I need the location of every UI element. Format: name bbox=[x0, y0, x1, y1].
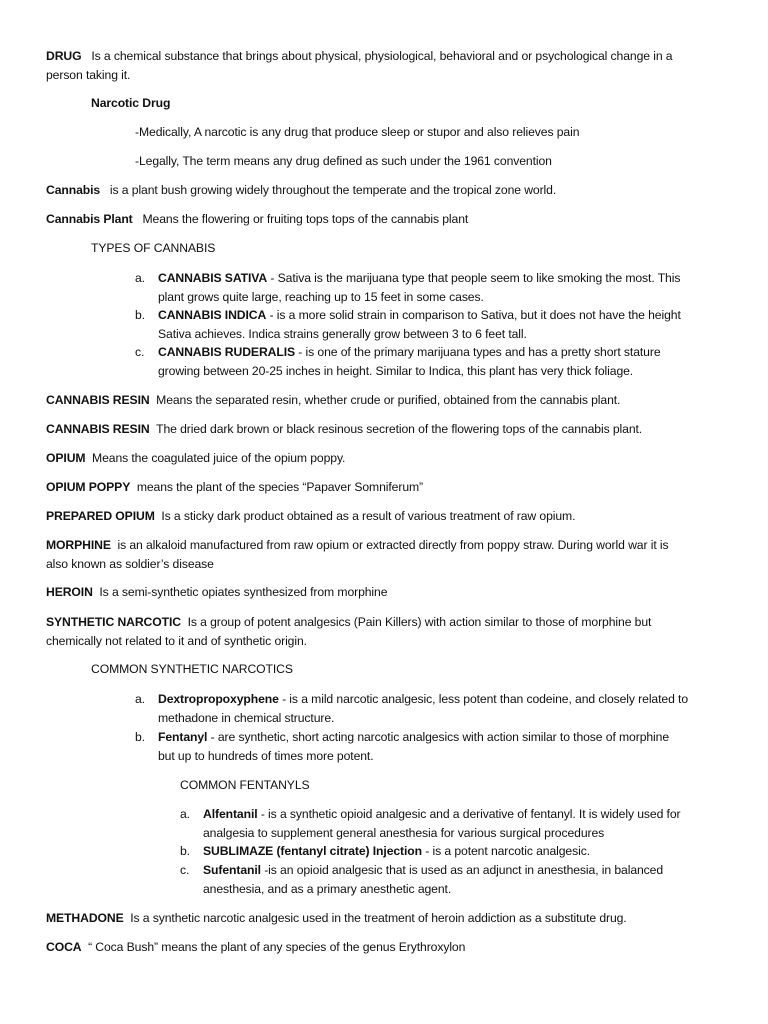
heading-common-synthetic-narcotics: COMMON SYNTHETIC NARCOTICS bbox=[91, 662, 293, 676]
list-item-cont: growing between 20-25 inches in height. Similar to Indica, this plant has very thick foliage. bbox=[158, 364, 634, 378]
term-synthetic-narcotic: SYNTHETIC NARCOTIC bbox=[46, 615, 181, 629]
term-cannabis-resin: CANNABIS RESIN bbox=[46, 422, 150, 436]
list-item-text: - is a mild narcotic analgesic, less potent than codeine, and closely related to bbox=[278, 692, 688, 706]
list-item-line bbox=[158, 269, 680, 287]
term-heroin: HEROIN bbox=[46, 585, 93, 599]
list-item-line bbox=[158, 306, 681, 324]
def-synth-cont: chemically not related to it and of synthetic origin. bbox=[46, 634, 307, 648]
list-item-text: - Sativa is the marijuana type that people seem to like smoking the most. This bbox=[267, 271, 681, 285]
term-opium-poppy: OPIUM POPPY bbox=[46, 480, 131, 494]
list-marker: a. bbox=[180, 807, 190, 821]
term-prepared-opium: PREPARED OPIUM bbox=[46, 509, 155, 523]
list-item-term: Fentanyl bbox=[158, 730, 208, 744]
heading-narcotic-drug bbox=[91, 94, 170, 112]
list-item-cont: anesthesia, and as a primary anesthetic agent. bbox=[203, 882, 452, 896]
list-item-term: CANNABIS RUDERALIS bbox=[158, 345, 296, 359]
list-item-text: - is a potent narcotic analgesic. bbox=[421, 844, 590, 858]
list-item-cont: plant grows quite large, reaching up to 15 feet in some cases. bbox=[158, 290, 484, 304]
def-resin2-text: The dried dark brown or black resinous secretion of the flowering tops of the cannabis plant. bbox=[156, 422, 643, 436]
def-synthetic-narcotic bbox=[46, 613, 651, 631]
term-cannabis-resin: CANNABIS RESIN bbox=[46, 393, 150, 407]
list-item-term: SUBLIMAZE (fentanyl citrate) Injection bbox=[203, 844, 422, 858]
list-marker: b. bbox=[135, 308, 145, 322]
term-methadone: METHADONE bbox=[46, 911, 124, 925]
list-marker: a. bbox=[135, 692, 145, 706]
term-drug: DRUG bbox=[46, 49, 82, 63]
def-drug-text: Is a chemical substance that brings about physical, physiological, behavioral and or psychological change in a bbox=[91, 49, 673, 63]
list-item-cont: but up to hundreds of times more potent. bbox=[158, 749, 374, 763]
def-methadone bbox=[46, 909, 627, 927]
def-opium bbox=[46, 449, 345, 467]
def-cannabis-resin-1 bbox=[46, 391, 620, 409]
list-item-line bbox=[158, 343, 661, 361]
list-item-line bbox=[203, 842, 590, 860]
list-item-line bbox=[203, 861, 663, 879]
def-morphine-text: is an alkaloid manufactured from raw opium or extracted directly from poppy straw. During world war it is bbox=[117, 538, 669, 552]
def-resin1-text: Means the separated resin, whether crude or purified, obtained from the cannabis plant. bbox=[156, 393, 621, 407]
list-marker: a. bbox=[135, 271, 145, 285]
def-cannabis bbox=[46, 181, 556, 199]
list-item-text: - is one of the primary marijuana types and has a pretty short stature bbox=[295, 345, 661, 359]
list-marker: b. bbox=[180, 844, 190, 858]
list-marker: c. bbox=[180, 863, 190, 877]
def-cannabis-text: is a plant bush growing widely throughout the temperate and the tropical zone world. bbox=[109, 183, 557, 197]
list-item-line bbox=[158, 728, 669, 746]
def-methadone-text: Is a synthetic narcotic analgesic used in the treatment of heroin addiction as a substitute drug. bbox=[130, 911, 627, 925]
list-item-cont: methadone in chemical structure. bbox=[158, 711, 335, 725]
def-heroin-text: Is a semi-synthetic opiates synthesized from morphine bbox=[99, 585, 388, 599]
list-marker: c. bbox=[135, 345, 145, 359]
list-item-cont: Sativa achieves. Indica strains generally grow between 3 to 6 feet tall. bbox=[158, 327, 527, 341]
list-item-term: Dextropropoxyphene bbox=[158, 692, 279, 706]
term-cannabis-plant: Cannabis Plant bbox=[46, 212, 133, 226]
list-item-text: -is an opioid analgesic that is used as an adjunct in anesthesia, in balanced bbox=[260, 863, 664, 877]
def-cannabis-plant bbox=[46, 210, 468, 228]
heading-common-fentanyls: COMMON FENTANYLS bbox=[180, 778, 310, 792]
def-cannabis-plant-text: Means the flowering or fruiting tops tops of the cannabis plant bbox=[142, 212, 469, 226]
list-item-text: - is a synthetic opioid analgesic and a derivative of fentanyl. It is widely used for bbox=[257, 807, 681, 821]
def-prepared-opium bbox=[46, 507, 575, 525]
def-prepared-text: Is a sticky dark product obtained as a result of various treatment of raw opium. bbox=[161, 509, 576, 523]
narcotic-legal: -Legally, The term means any drug defined as such under the 1961 convention bbox=[135, 154, 552, 168]
list-item-line bbox=[158, 690, 688, 708]
def-synth-text: Is a group of potent analgesics (Pain Killers) with action similar to those of morphine but bbox=[187, 615, 652, 629]
list-item-term: CANNABIS SATIVA bbox=[158, 271, 268, 285]
list-item-line bbox=[203, 805, 680, 823]
heading-types-of-cannabis: TYPES OF CANNABIS bbox=[91, 241, 216, 255]
def-morphine bbox=[46, 536, 669, 554]
list-marker: b. bbox=[135, 730, 145, 744]
list-item-term: Sufentanil bbox=[203, 863, 261, 877]
def-poppy-text: means the plant of the species “Papaver Somniferum” bbox=[136, 480, 424, 494]
def-coca-text: “ Coca Bush” means the plant of any species of the genus Erythroxylon bbox=[88, 940, 466, 954]
def-drug bbox=[46, 47, 672, 65]
narcotic-heading-text: Narcotic Drug bbox=[91, 96, 171, 110]
def-cannabis-resin-2 bbox=[46, 420, 642, 438]
list-item-text: - is a more solid strain in comparison to Sativa, but it does not have the height bbox=[266, 308, 681, 322]
term-coca: COCA bbox=[46, 940, 82, 954]
list-item-term: Alfentanil bbox=[203, 807, 258, 821]
def-coca bbox=[46, 938, 465, 956]
list-item-text: - are synthetic, short acting narcotic analgesics with action similar to those of morphine bbox=[207, 730, 670, 744]
def-heroin bbox=[46, 583, 387, 601]
def-opium-poppy bbox=[46, 478, 423, 496]
term-opium: OPIUM bbox=[46, 451, 86, 465]
narcotic-medical: -Medically, A narcotic is any drug that produce sleep or stupor and also relieves pain bbox=[135, 125, 580, 139]
def-opium-text: Means the coagulated juice of the opium poppy. bbox=[92, 451, 346, 465]
def-drug-cont: person taking it. bbox=[46, 68, 131, 82]
list-item-term: CANNABIS INDICA bbox=[158, 308, 267, 322]
term-cannabis: Cannabis bbox=[46, 183, 101, 197]
def-morphine-cont: also known as soldier’s disease bbox=[46, 557, 214, 571]
term-morphine: MORPHINE bbox=[46, 538, 111, 552]
list-item-cont: analgesia to supplement general anesthesia for various surgical procedures bbox=[203, 826, 605, 840]
